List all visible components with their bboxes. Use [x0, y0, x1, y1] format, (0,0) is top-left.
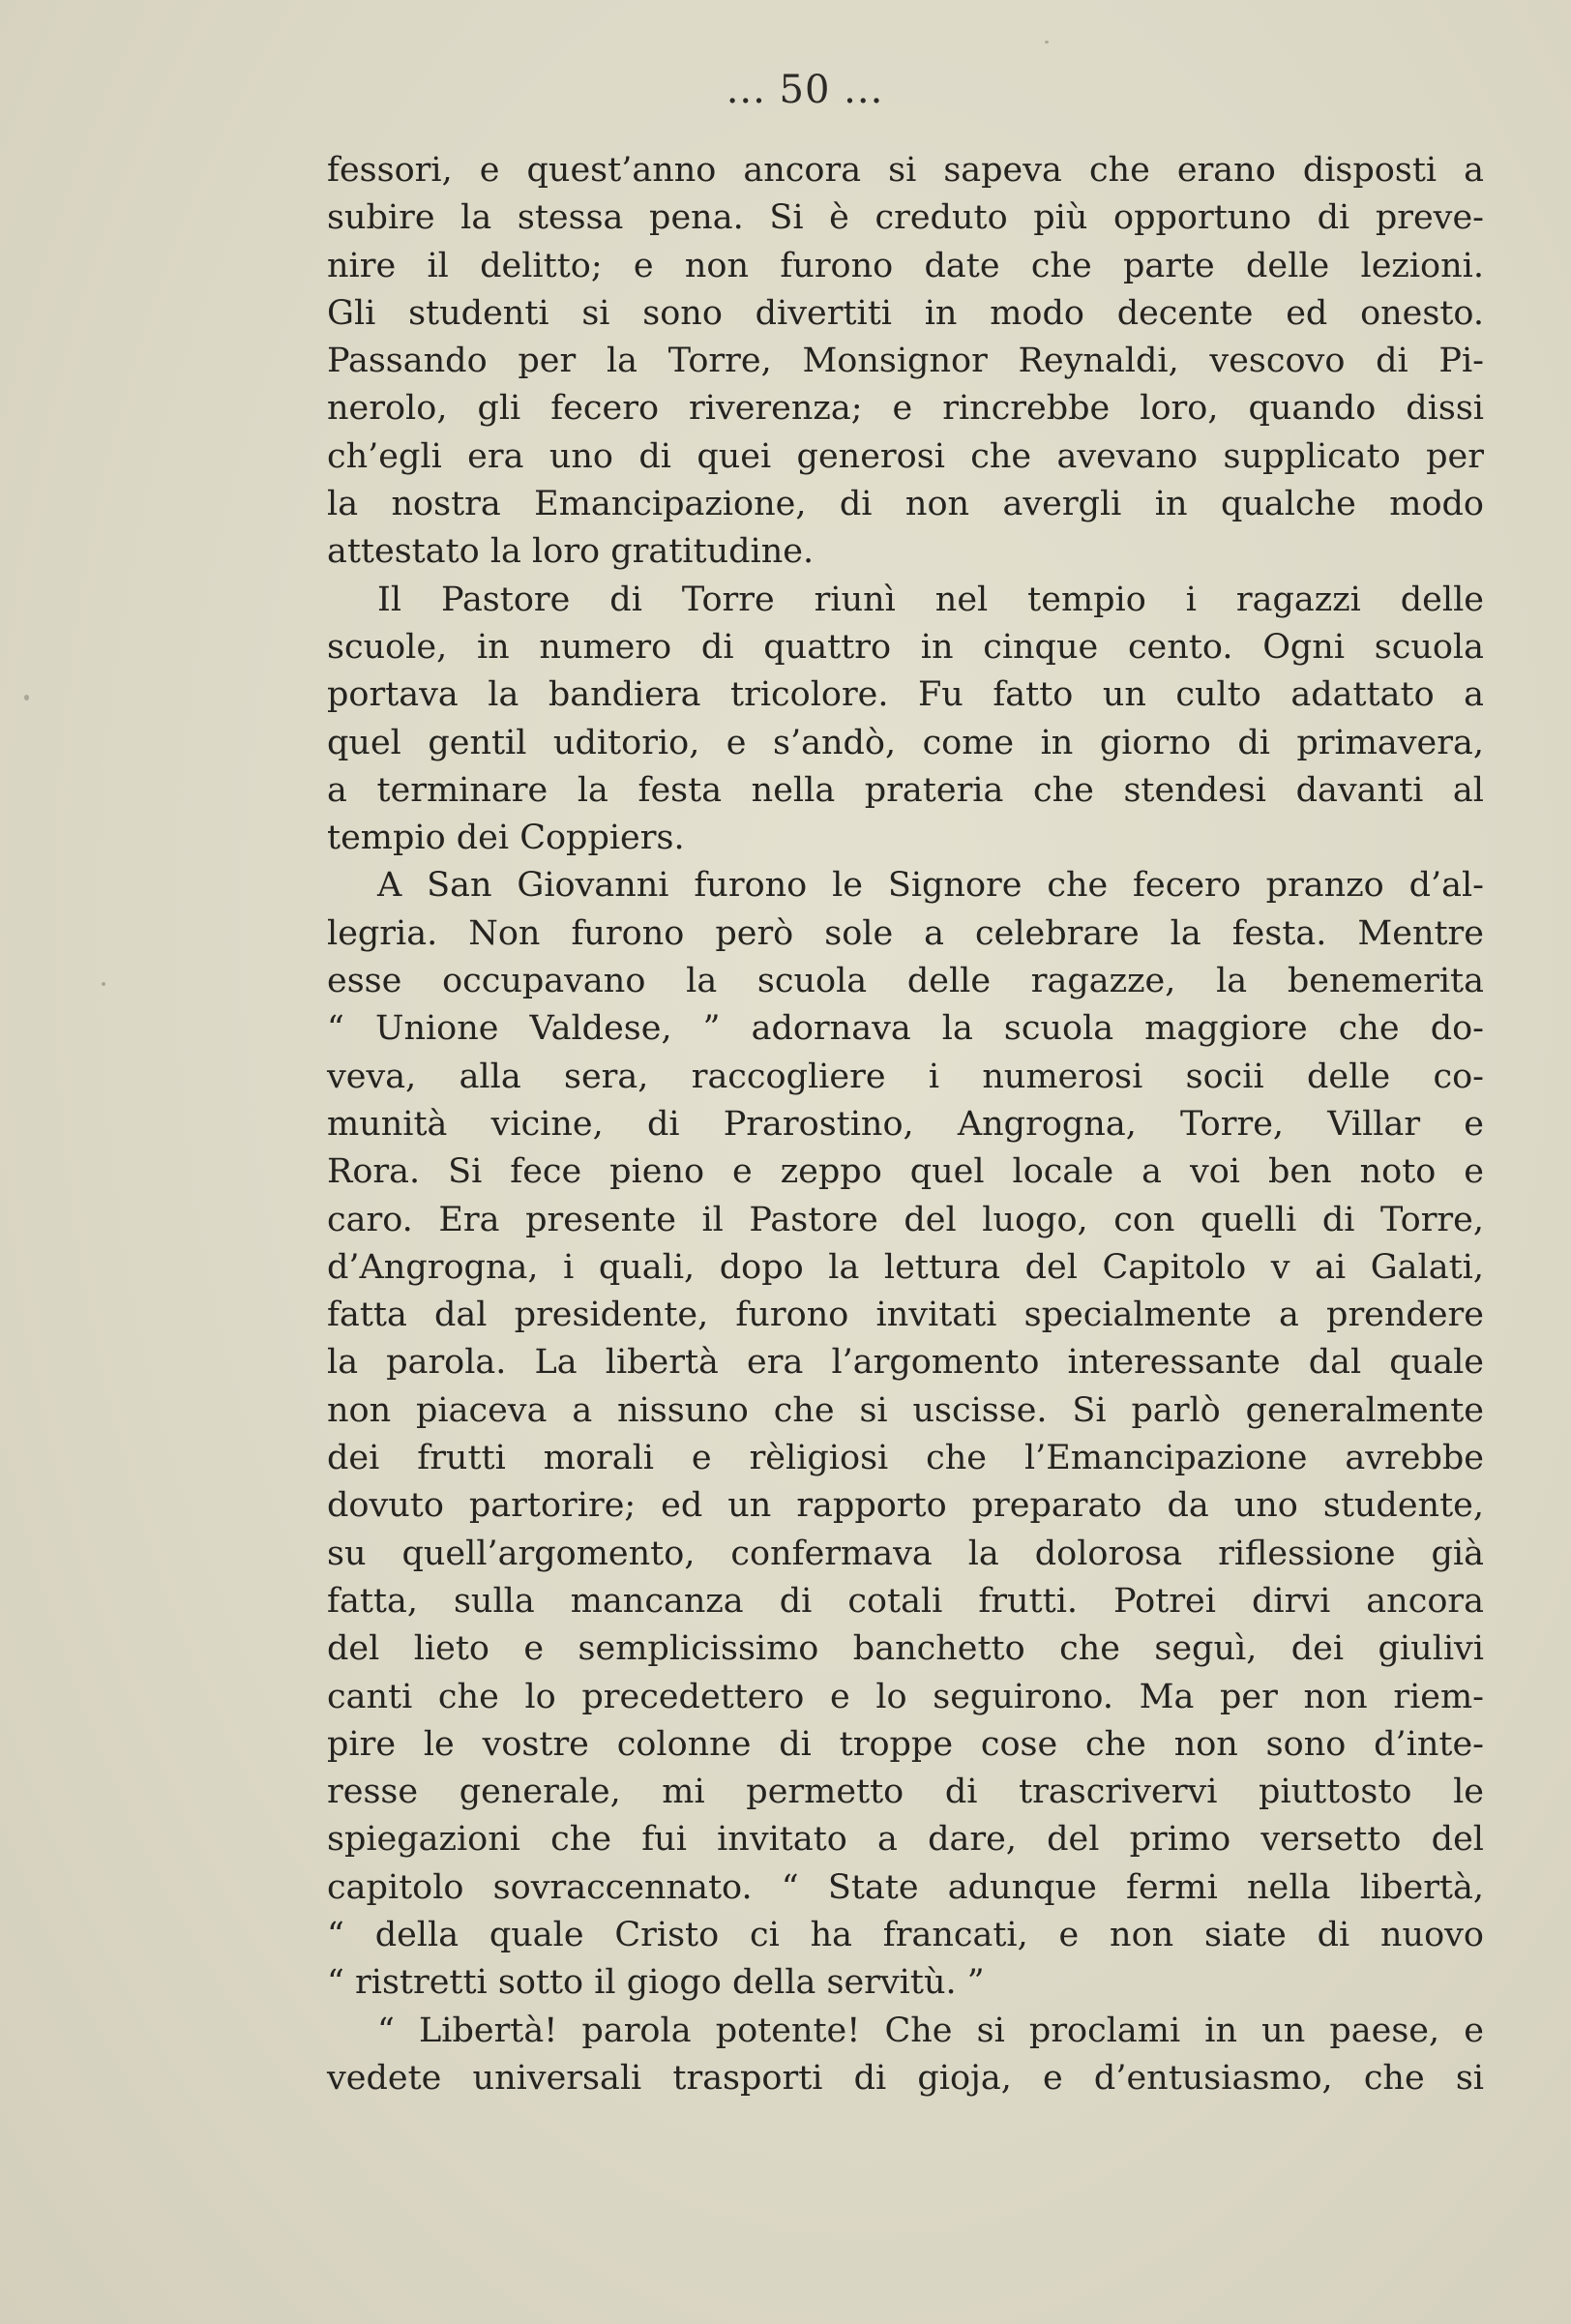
text-line: capitolo sovraccennato. “ State adunque fermi nella libertà,: [327, 1867, 1484, 1907]
text-line: “ della quale Cristo ci ha francati, e non siate di nuovo: [327, 1915, 1484, 1954]
text-line: legria. Non furono però sole a celebrare la festa. Mentre: [327, 913, 1484, 953]
text-line: vedete universali trasporti di gioja, e d’entusiasmo, che si: [327, 2058, 1484, 2098]
text-line: munità vicine, di Prarostino, Angrogna, Torre, Villar e: [327, 1104, 1484, 1144]
text-line: Rora. Si fece pieno e zeppo quel locale a voi ben noto e: [327, 1152, 1484, 1192]
text-line: non piaceva a nissuno che si uscisse. Si parlò generalmente: [327, 1390, 1484, 1430]
text-line: d’Angrogna, i quali, dopo la lettura del Capitolo v ai Galati,: [327, 1247, 1484, 1287]
text-line: veva, alla sera, raccogliere i numerosi socii delle co-: [327, 1057, 1484, 1096]
text-line: caro. Era presente il Pastore del luogo, con quelli di Torre,: [327, 1200, 1484, 1239]
text-line: su quell’argomento, confermava la dolorosa riflessione già: [327, 1534, 1484, 1573]
text-line: portava la bandiera tricolore. Fu fatto un culto adattato a: [327, 675, 1484, 715]
text-line: subire la stessa pena. Si è creduto più opportuno di preve-: [327, 198, 1484, 238]
text-line: A San Giovanni furono le Signore che fecero pranzo d’al-: [377, 866, 1484, 906]
text-line: dei frutti morali e rèligiosi che l’Emancipazione avrebbe: [327, 1439, 1484, 1478]
text-line: nerolo, gli fecero riverenza; e rincrebbe loro, quando dissi: [327, 389, 1484, 429]
page-number: ... 50 ...: [726, 68, 884, 112]
text-line: “ Unione Valdese, ” adornava la scuola maggiore che do-: [327, 1009, 1484, 1049]
text-line: “ Libertà! parola potente! Che si proclami in un paese, e: [377, 2011, 1484, 2050]
text-line: la parola. La libertà era l’argomento interessante dal quale: [327, 1343, 1484, 1383]
text-line: “ ristretti sotto il giogo della servitù. ”: [327, 1963, 985, 2003]
text-line: spiegazioni che fui invitato a dare, del primo versetto del: [327, 1820, 1484, 1860]
text-line: tempio dei Coppiers.: [327, 819, 685, 858]
text-line: nire il delitto; e non furono date che parte delle lezioni.: [327, 246, 1484, 285]
paragraph: [327, 577, 1484, 863]
paper-speck: [24, 695, 29, 700]
text-line: fatta dal presidente, furono invitati specialmente a prendere: [327, 1296, 1484, 1335]
paragraph: [327, 147, 1484, 577]
text-line: attestato la loro gratitudine.: [327, 532, 815, 572]
text-line: del lieto e semplicissimo banchetto che seguì, dei giulivi: [327, 1629, 1484, 1669]
paper-speck: [1045, 41, 1049, 44]
text-line: ch’egli era uno di quei generosi che avevano supplicato per: [327, 436, 1484, 476]
text-line: pire le vostre colonne di troppe cose che non sono d’inte-: [327, 1724, 1484, 1764]
text-line: quel gentil uditorio, e s’andò, come in giorno di primavera,: [327, 723, 1484, 762]
text-line: canti che lo precedettero e lo seguirono. Ma per non riem-: [327, 1677, 1484, 1716]
text-line: esse occupavano la scuola delle ragazze, la benemerita: [327, 962, 1484, 1001]
text-line: dovuto partorire; ed un rapporto preparato da uno studente,: [327, 1486, 1484, 1526]
paragraph: [327, 862, 1484, 2007]
paragraph: [327, 2008, 1484, 2103]
text-line: fatta, sulla mancanza di cotali frutti. Potrei dirvi ancora: [327, 1581, 1484, 1621]
text-line: a terminare la festa nella prateria che stendesi davanti al: [327, 770, 1484, 810]
text-line: Passando per la Torre, Monsignor Reynaldi, vescovo di Pi-: [327, 342, 1484, 381]
paper-speck: [102, 982, 105, 986]
text-line: Il Pastore di Torre riunì nel tempio i ragazzi delle: [377, 580, 1484, 619]
text-line: Gli studenti si sono divertiti in modo decente ed onesto.: [327, 293, 1484, 333]
text-line: la nostra Emancipazione, di non avergli in qualche modo: [327, 485, 1484, 524]
text-line: scuole, in numero di quattro in cinque cento. Ogni scuola: [327, 627, 1484, 667]
text-line: fessori, e quest’anno ancora si sapeva che erano disposti a: [327, 151, 1484, 190]
body-text: [327, 147, 1484, 2102]
text-line: resse generale, mi permetto di trascrivervi piuttosto le: [327, 1773, 1484, 1812]
